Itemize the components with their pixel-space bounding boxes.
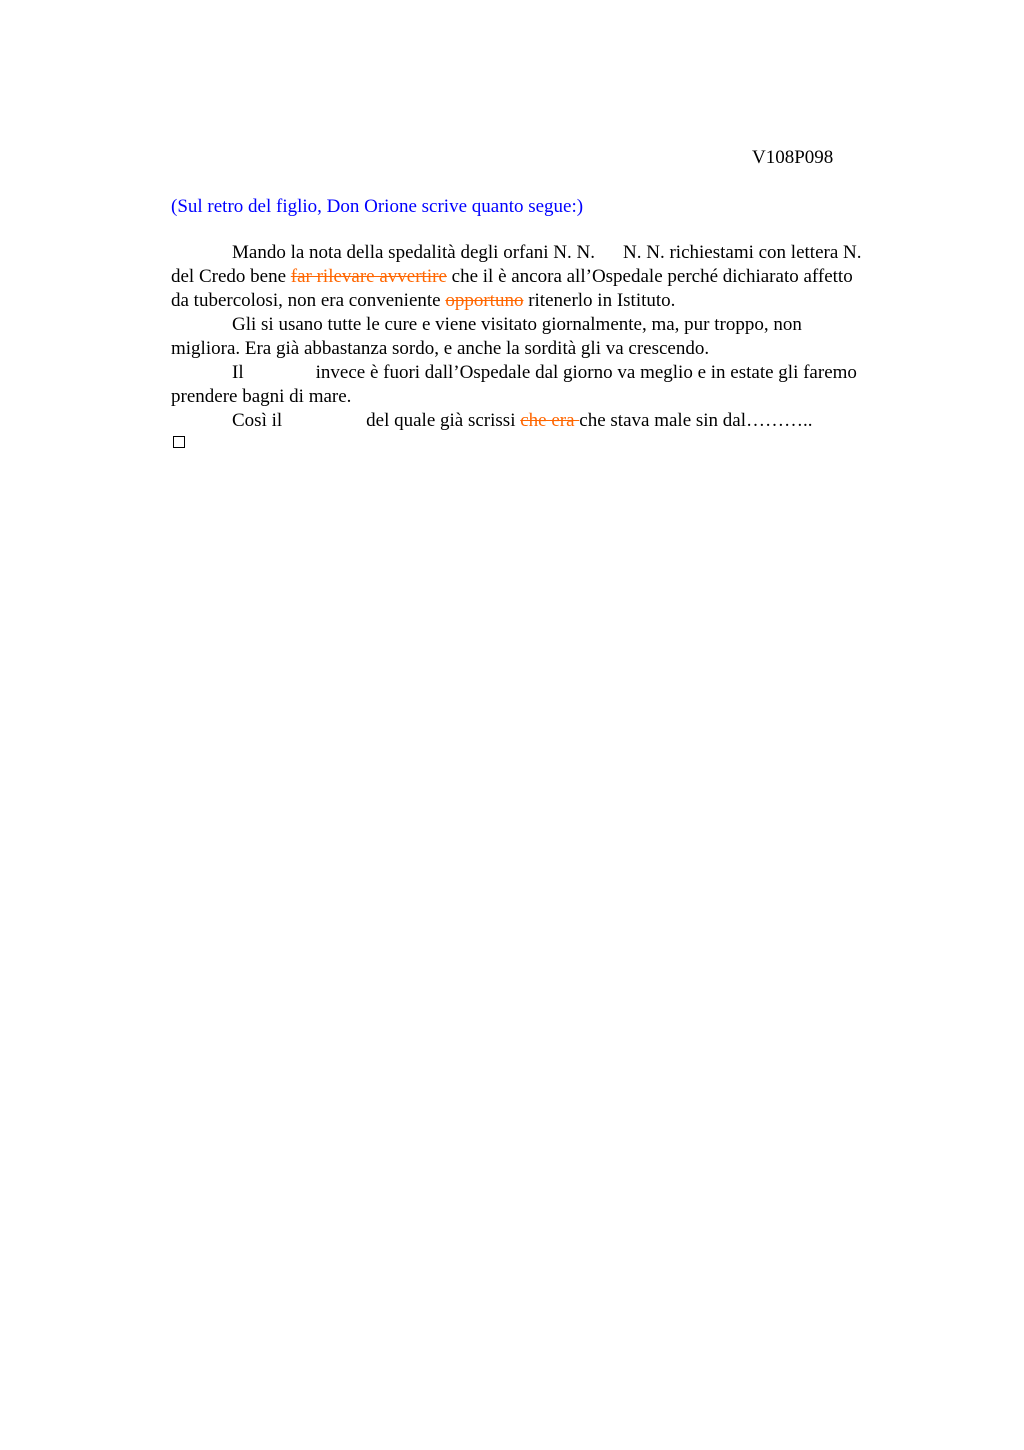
text-run: ritenerlo in Istituto. [523,290,676,311]
editorial-note: (Sul retro del figlio, Don Orione scrive quanto segue:) [171,196,584,217]
text-run: N. N. richiestami con lettera N. [623,242,862,263]
text-run: Mando la nota della spedalità degli orfani N. N. [232,242,596,263]
struck-text: opportuno [445,290,524,311]
paragraph-1 [171,241,919,313]
line [171,361,919,385]
paragraph-4 [171,409,919,433]
line: Gli si usano tutte le cure e viene visitato giornalmente, ma, pur troppo, non [232,314,802,335]
text-run: del quale già scrissi [366,410,521,431]
text-run: invece è fuori dall’Ospedale dal giorno va meglio e in estate gli faremo [315,362,857,383]
line: migliora. Era già abbastanza sordo, e anche la sordità gli va crescendo. [171,338,710,359]
letter-body [171,241,919,433]
line [171,289,919,313]
page-identifier: V108P098 [752,147,834,168]
paragraph-2 [171,313,919,361]
text-run: da tubercolosi, non era conveniente [171,290,446,311]
struck-text: far rilevare avvertire [290,266,447,287]
line [171,265,919,289]
text-run: che il è ancora all’Ospedale perché dichiarato affetto [446,266,853,287]
text-run: Così il [232,410,283,431]
line [171,409,919,433]
paragraph-3 [171,361,919,409]
checkbox-glyph-icon [173,436,185,448]
text-run: che stava male sin dal……….. [579,410,813,431]
line: prendere bagni di mare. [171,386,352,407]
text-run: Il [232,362,244,383]
text-run: del Credo bene [171,266,291,287]
line [171,241,919,265]
struck-text: che era [520,410,580,431]
